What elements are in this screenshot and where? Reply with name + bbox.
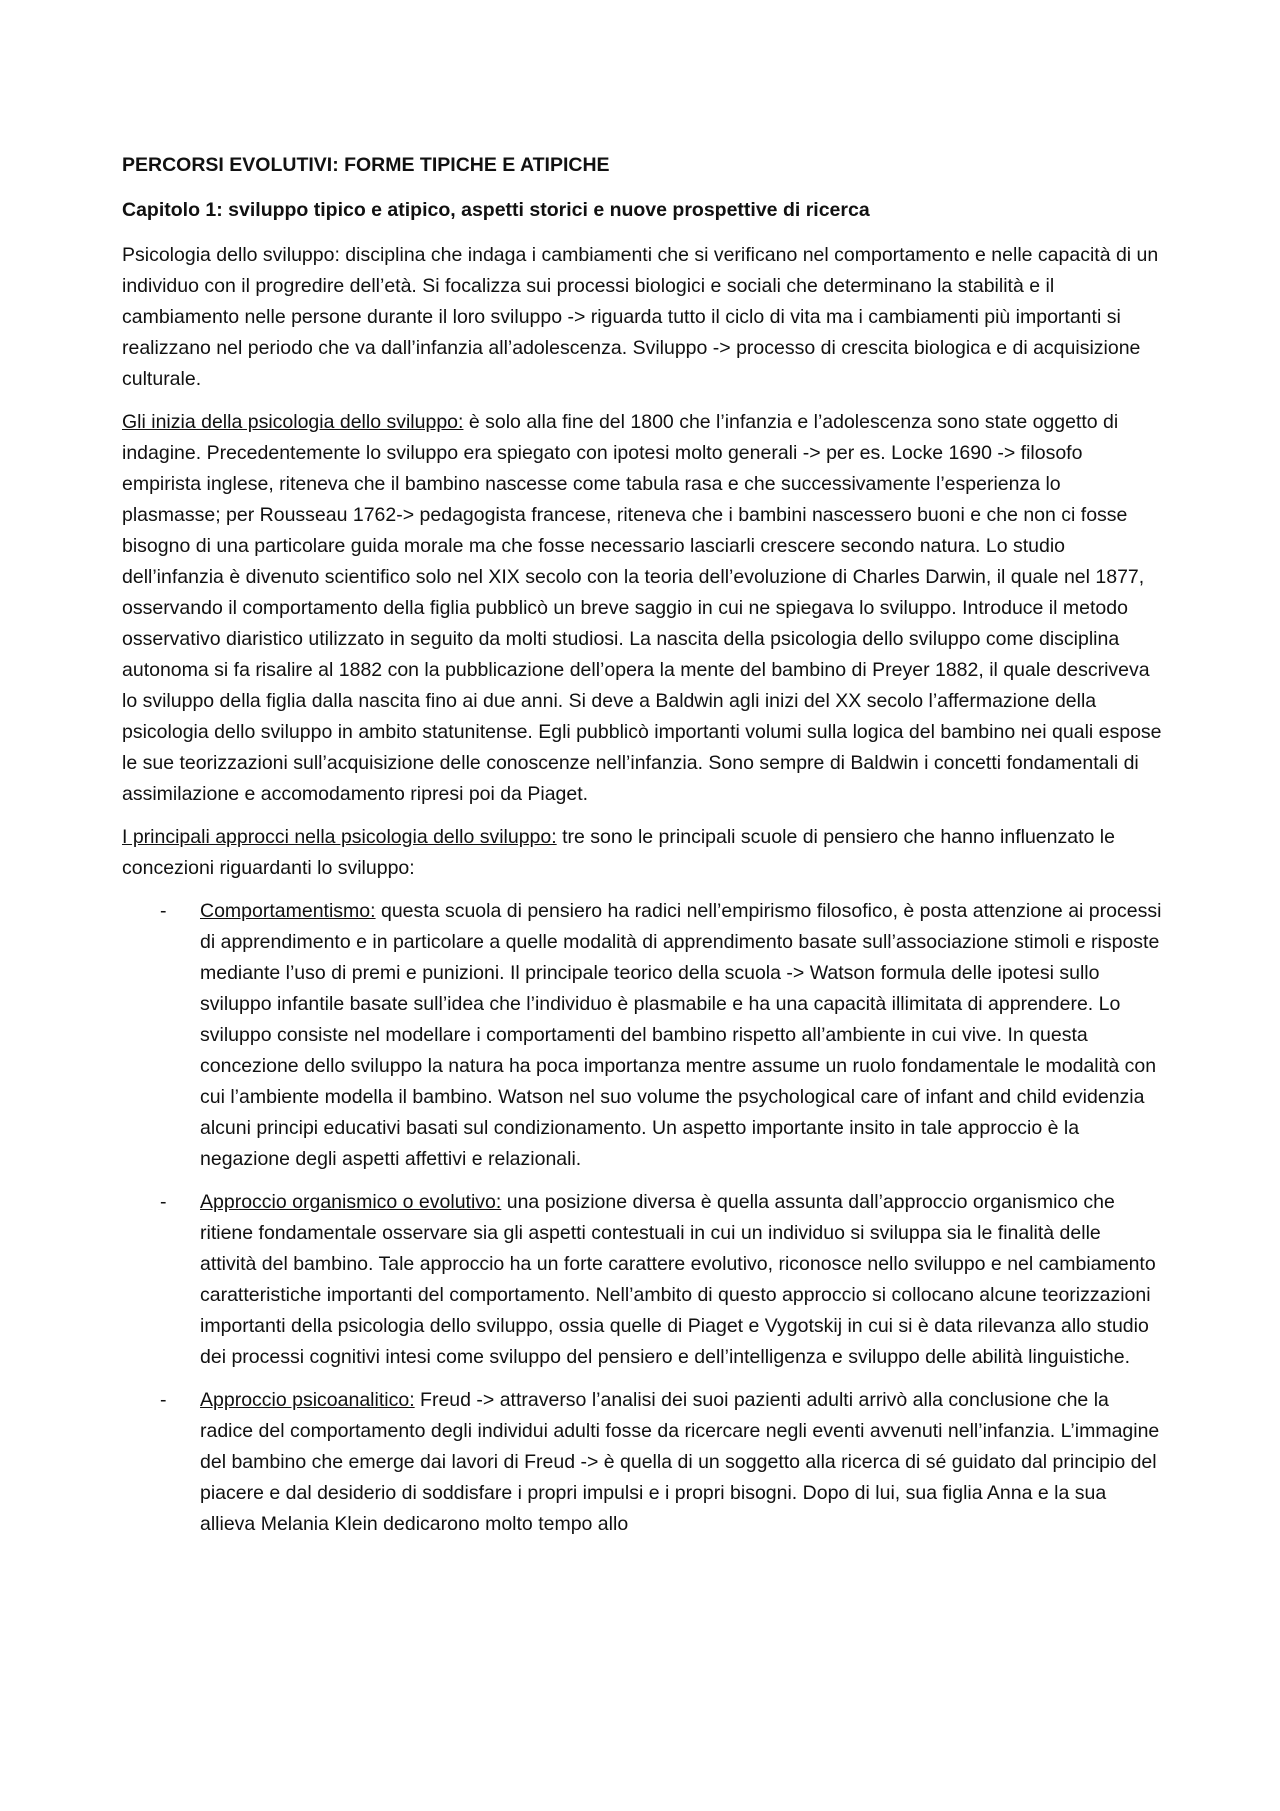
list-item-behaviorism bbox=[122, 896, 1162, 1175]
list-item-heading: Approccio organismico o evolutivo: bbox=[200, 1191, 502, 1213]
section-origins-paragraph bbox=[122, 407, 1162, 810]
list-item-body: Freud -> attraverso l’analisi dei suoi pazienti adulti arrivò alla conclusione che la radice del comportamento degli individui adulti fosse da ricercare negli eventi avvenuti nell’infanzia. L’immagine del bambino che emerge dai lavori di Freud -> è quella di un soggetto alla ricerca di sé guidato dal principio del piacere e dal desiderio di soddisfare i propri impulsi e i propri bisogni. Dopo di lui, sua figlia Anna e la sua allieva Melania Klein dedicarono molto tempo allo bbox=[200, 1389, 1160, 1535]
list-item-body: una posizione diversa è quella assunta dall’approccio organismico che ritiene fondamentale osservare sia gli aspetti contestuali in cui un individuo si sviluppa sia le finalità delle attività del bambino. Tale approccio ha un forte carattere evolutivo, riconosce nello sviluppo e nel cambiamento caratteristiche importanti del comportamento. Nell’ambito di questo approccio si collocano alcune teorizzazioni importanti della psicologia dello sviluppo, ossia quelle di Piaget e Vygotskij in cui si è data rilevanza allo studio dei processi cognitivi intesi come sviluppo del pensiero e dell’intelligenza e sviluppo delle abilità linguistiche. bbox=[200, 1191, 1156, 1368]
list-dash: - bbox=[160, 1389, 167, 1411]
section-origins-body: è solo alla fine del 1800 che l’infanzia e l’adolescenza sono state oggetto di indagine. Precedentemente lo sviluppo era spiegato con ipotesi molto generali -> per es. Locke 1690 -> filosofo empirista inglese, riteneva che il bambino nascesse come tabula rasa e che successivamente l’esperienza lo plasmasse; per Rousseau 1762-> pedagogista francese, riteneva che i bambini nascessero buoni e che non ci fosse bisogno di una particolare guida morale ma che fosse necessario lasciarli crescere secondo natura. Lo studio dell’infanzia è divenuto scientifico solo nel XIX secolo con la teoria dell’evoluzione di Charles Darwin, il quale nel 1877, osservando il comportamento della figlia pubblicò un breve saggio in cui ne spiegava lo sviluppo. Introduce il metodo osservativo diaristico utilizzato in seguito da molti studiosi. La nascita della psicologia dello sviluppo come disciplina autonoma si fa risalire al 1882 con la pubblicazione dell’opera la mente del bambino di Preyer 1882, il quale descriveva lo sviluppo della figlia dalla nascita fino ai due anni. Si deve a Baldwin agli inizi del XX secolo l’affermazione della psicologia dello sviluppo in ambito statunitense. Egli pubblicò importanti volumi sulla logica del bambino nei quali espose le sue teorizzazioni sull’acquisizione delle conoscenze nell’infanzia. Sono sempre di Baldwin i concetti fondamentali di assimilazione e accomodamento ripresi poi da Piaget. bbox=[122, 411, 1162, 805]
section-approaches-body: tre sono le principali scuole di pensiero che hanno influenzato le concezioni riguardanti lo sviluppo: bbox=[122, 826, 1115, 879]
list-dash: - bbox=[160, 900, 167, 922]
section-approaches-paragraph bbox=[122, 822, 1162, 884]
intro-paragraph: Psicologia dello sviluppo: disciplina che indaga i cambiamenti che si verificano nel comportamento e nelle capacità di un individuo con il progredire dell’età. Si focalizza sui processi biologici e sociali che determinano la stabilità e il cambiamento nelle persone durante il loro sviluppo -> riguarda tutto il ciclo di vita ma i cambiamenti più importanti si realizzano nel periodo che va dall’infanzia all’adolescenza. Sviluppo -> processo di crescita biologica e di acquisizione culturale. bbox=[122, 244, 1159, 390]
list-dash: - bbox=[160, 1191, 167, 1213]
list-item-body: questa scuola di pensiero ha radici nell’empirismo filosofico, è posta attenzione ai processi di apprendimento e in particolare a quelle modalità di apprendimento basate sull’associazione stimoli e risposte mediante l’uso di premi e punizioni. Il principale teorico della scuola -> Watson formula delle ipotesi sullo sviluppo infantile basate sull’idea che l’individuo è plasmabile e ha una capacità illimitata di apprendere. Lo sviluppo consiste nel modellare i comportamenti del bambino rispetto all’ambiente in cui vive. In questa concezione dello sviluppo la natura ha poca importanza mentre assume un ruolo fondamentale le modalità con cui l’ambiente modella il bambino. Watson nel suo volume the psychological care of infant and child evidenzia alcuni principi educativi basati sul condizionamento. Un aspetto importante insito in tale approccio è la negazione degli aspetti affettivi e relazionali. bbox=[200, 900, 1162, 1170]
document-page bbox=[122, 150, 1162, 1552]
list-item-heading: Approccio psicoanalitico: bbox=[200, 1389, 415, 1411]
document-title: PERCORSI EVOLUTIVI: FORME TIPICHE E ATIPICHE bbox=[122, 154, 610, 176]
chapter-title: Capitolo 1: sviluppo tipico e atipico, aspetti storici e nuove prospettive di ricerca bbox=[122, 199, 870, 221]
list-item-organismic bbox=[122, 1187, 1162, 1373]
approaches-list bbox=[122, 896, 1162, 1540]
section-origins-heading: Gli inizia della psicologia dello sviluppo: bbox=[122, 411, 464, 433]
list-item-psychoanalytic bbox=[122, 1385, 1162, 1540]
list-item-heading: Comportamentismo: bbox=[200, 900, 376, 922]
section-approaches-heading: I principali approcci nella psicologia dello sviluppo: bbox=[122, 826, 557, 848]
